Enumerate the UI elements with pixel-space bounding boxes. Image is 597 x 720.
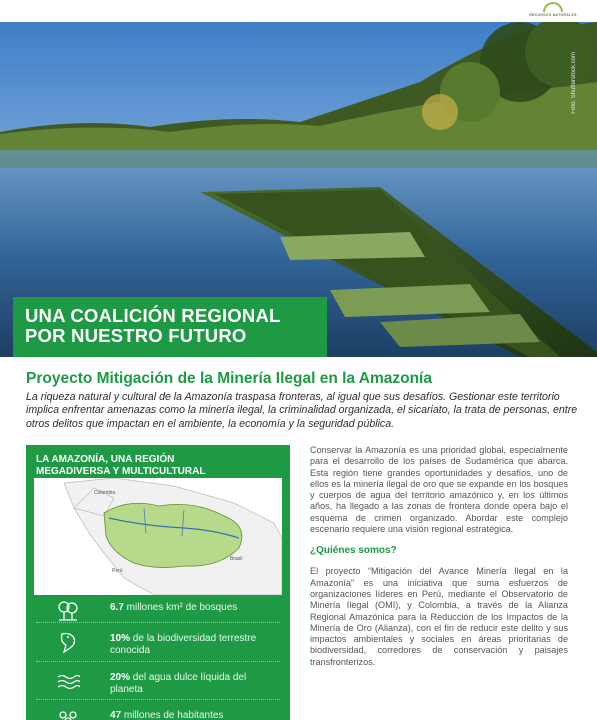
stat-biodiversity-label: de la biodiversidad terrestre conocida [110, 633, 257, 656]
stat-biodiversity-value: 10% [110, 633, 131, 644]
map-label-colombia: Colombia [94, 490, 116, 496]
body-paragraph-2: El proyecto “Mitigación del Avance Minería Ilegal en la Amazonía” es una iniciativa que suma esfuerzos de organizaciones líderes en Perú, mediante el Observatorio de Minería Ilegal (OMI), y Colombia, a través de la Alianza Regional Amazónica para la Reducción de los Impactos de la Minería de Oro (Alianza), con el fin de reducir este delito y sus impactos ambientales y sociales en áreas prioritarias de biodiversidad, corredores de conservación y paisajes transfronterizos. [310, 566, 568, 667]
stat-population-value: 47 [110, 710, 122, 720]
stat-forests-text [110, 602, 280, 614]
hero-title-line1: UNA COALICIÓN REGIONAL [25, 305, 281, 326]
intro-paragraph: La riqueza natural y cultural de la Amazonía traspasa fronteras, al igual que sus desafíos. Gestionar este territorio implica enfrentar amenazas como la minería ilegal, la criminalidad organizada, el sicariato, la trata de personas, entre otros delitos que impactan en el ambiente, la economía y la seguridad pública. [26, 391, 578, 430]
stat-biodiversity [26, 628, 290, 664]
amazon-region-map [34, 478, 282, 595]
people-icon [56, 707, 80, 720]
water-waves-icon [56, 669, 80, 693]
panel-title-line2: MEGADIVERSA Y MULTICULTURAL [36, 465, 206, 477]
hero-title-line2: POR NUESTRO FUTURO [25, 325, 247, 346]
logo-mark-icon [543, 2, 563, 12]
hero-title-box [13, 297, 327, 357]
stat-forests-value: 6.7 [110, 602, 124, 613]
panel-title-line1: LA AMAZONÍA, UNA REGIÓN [36, 454, 175, 465]
stat-freshwater-text [110, 672, 280, 695]
stat-divider [36, 622, 280, 623]
amazon-facts-panel [26, 445, 290, 720]
stat-freshwater [26, 667, 290, 703]
stat-population [26, 705, 290, 720]
section-heading-who: ¿Quiénes somos? [310, 545, 397, 557]
map-label-peru: Perú [112, 568, 123, 574]
project-title: Proyecto Mitigación de la Minería Ilegal en la Amazonía [26, 370, 432, 387]
map-label-brasil: Brasil [230, 556, 243, 562]
stat-freshwater-label: del agua dulce líquida del planeta [110, 672, 247, 695]
stat-freshwater-value: 20% [110, 672, 131, 683]
stat-divider [36, 661, 280, 662]
stat-forests-label: millones km² de bosques [123, 602, 238, 613]
south-america-map [34, 478, 282, 595]
logo-text: RECURSOS NATURALES [529, 13, 577, 17]
body-column [310, 445, 568, 668]
stat-divider [36, 699, 280, 700]
organization-logo [523, 2, 583, 20]
stat-population-text [110, 710, 280, 720]
stat-biodiversity-text [110, 633, 280, 656]
parrot-icon [56, 630, 80, 654]
panel-title [36, 454, 205, 477]
trees-icon [56, 599, 80, 623]
stat-population-label: millones de habitantes [121, 710, 224, 720]
body-paragraph-1: Conservar la Amazonía es una prioridad global, especialmente para el desarrollo de los países de Sudamérica que abarca. Esta región tiene grandes oportunidades y desafíos, uno de ellos es la minería ilegal de oro que se expande en los bosques y cuerpos de agua del territorio amazónico y, en los últimos años, ha llegado a las zonas de frontera donde opera bajo el esquema de crimen organizado. Abordar este complejo escenario requiere una visión regional estratégica. [310, 445, 568, 535]
photo-credit: Foto: Shutterstock.com [571, 52, 577, 114]
top-bar [0, 0, 597, 22]
